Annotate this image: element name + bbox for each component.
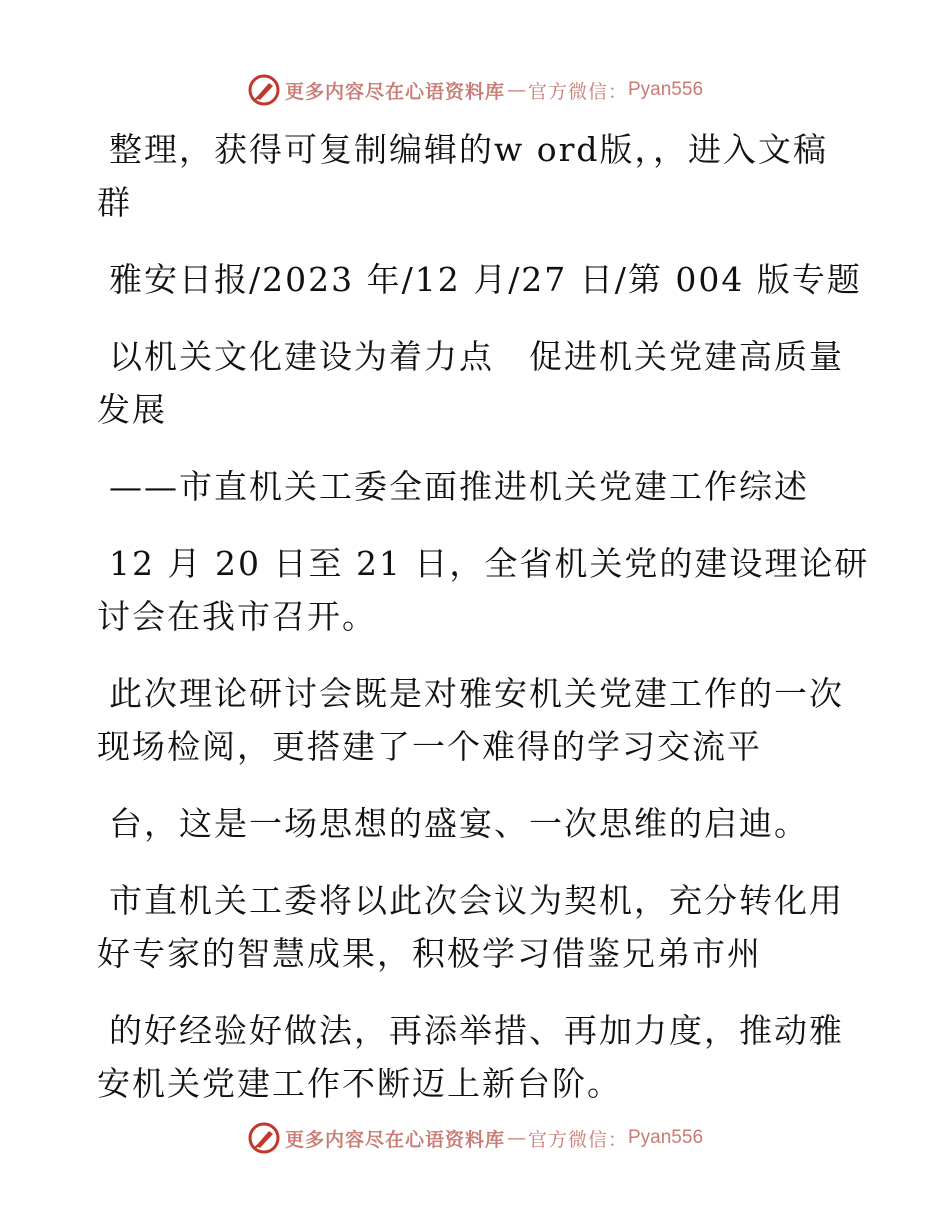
watermark-banner-top [0,70,950,110]
watermark-separator: — [506,1127,526,1149]
watermark-separator: — [506,79,526,101]
watermark-main-text: 更多内容尽在心语资料库 [284,80,505,103]
subtitle-text: ——市直机关工委全面推进机关党建工作综述 [109,467,809,506]
watermark-wechat-label: 官方微信： [527,1128,628,1151]
intro-line-1: 整理，获得可复制编辑的w ord版，，进入文稿 [109,130,829,169]
p2-line-1: 此次理论研讨会既是对雅安机关党建工作的一次 [109,674,844,713]
paragraph-1 [97,537,870,643]
p5-line-2: 安机关党建工作不断迈上新台阶。 [97,1064,622,1103]
title-line-2: 发展 [97,390,167,429]
paragraph-2 [97,667,857,773]
paragraph-5 [97,1004,857,1110]
article-subtitle [97,460,857,513]
watermark-wechat-id: Pyan556 [628,1127,704,1148]
watermark-main-text: 更多内容尽在心语资料库 [284,1128,505,1151]
watermark-banner-bottom [0,1118,950,1158]
intro-paragraph [97,123,857,229]
title-line-1: 以机关文化建设为着力点 促进机关党建高质量 [109,337,844,376]
paragraph-4 [97,874,857,980]
p2-line-2: 现场检阅，更搭建了一个难得的学习交流平 [97,727,762,766]
p1-line-2: 讨会在我市召开。 [97,597,377,636]
watermark-wechat-label: 官方微信： [527,80,628,103]
source-text: 雅安日报/2023 年/12 月/27 日/第 004 版专题 [109,260,862,299]
p4-line-1: 市直机关工委将以此次会议为契机，充分转化用 [109,881,844,920]
document-body [97,123,870,1134]
article-title [97,330,857,436]
source-line [97,253,862,306]
quill-pen-logo-icon [247,1121,281,1155]
paragraph-3 [97,797,857,850]
quill-pen-logo-icon [247,73,281,107]
intro-line-2: 群 [97,183,132,222]
p4-line-2: 好专家的智慧成果，积极学习借鉴兄弟市州 [97,934,762,973]
p5-line-1: 的好经验好做法，再添举措、再加力度，推动雅 [109,1011,844,1050]
p1-line-1: 12 月 20 日至 21 日，全省机关党的建设理论研 [109,544,870,583]
p3-line-1: 台，这是一场思想的盛宴、一次思维的启迪。 [109,804,809,843]
watermark-wechat-id: Pyan556 [628,79,704,100]
